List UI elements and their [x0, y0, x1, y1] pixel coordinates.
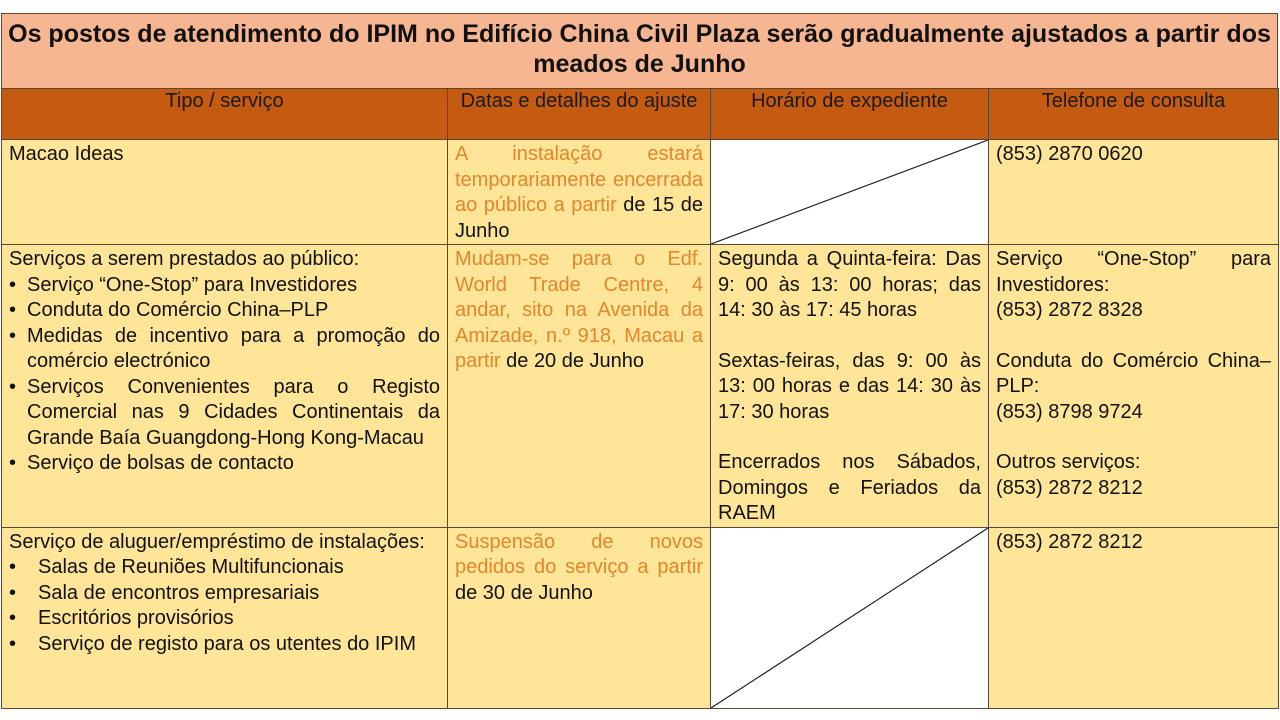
- details-highlight: A instalação estará temporariamente encerrada ao público a partir: [455, 143, 703, 216]
- facility-list: [9, 555, 440, 657]
- details-date: de 20 de Junho: [500, 350, 645, 372]
- details-date: de 30 de Junho: [455, 581, 593, 604]
- details-date: de 15 de Junho: [455, 194, 703, 242]
- header-hours: Horário de expediente: [711, 89, 989, 140]
- hours-weekdays: Segunda a Quinta-feira: Das 9: 00 às 13: 00 horas; das 14: 30 às 17: 45 horas: [718, 248, 981, 321]
- schedule-table: [1, 88, 1279, 709]
- phone-number: (853) 8798 9724: [996, 400, 1143, 423]
- phone-number: (853) 2872 8328: [996, 299, 1143, 321]
- type-heading: Serviço de aluguer/empréstimo de instalações:: [9, 530, 425, 553]
- list-item: • Serviço de bolsas de contacto: [9, 451, 440, 477]
- diagonal-line-icon: [711, 528, 988, 708]
- phone-cell: [989, 245, 1279, 528]
- phone-number: (853) 2870 0620: [996, 143, 1143, 165]
- table-row: [2, 245, 1279, 528]
- empty-hours-cell: [711, 140, 989, 245]
- phone-cell: [989, 140, 1279, 245]
- details-highlight: Mudam-se para o Edf. World Trade Centre, 4 andar, sito na Avenida da Amizade, n.º 918, Macau a partir: [455, 248, 703, 372]
- header-phone: Telefone de consulta: [989, 89, 1279, 140]
- details-cell: [448, 527, 711, 708]
- list-item: • Escritórios provisórios: [9, 606, 440, 632]
- type-cell: [2, 527, 448, 708]
- hours-cell: [711, 245, 989, 528]
- header-details: Datas e detalhes do ajuste: [448, 89, 711, 140]
- phone-number: (853) 2872 8212: [996, 530, 1143, 553]
- list-item: • Sala de encontros empresariais: [9, 581, 440, 607]
- page-title: Os postos de atendimento do IPIM no Edifício China Civil Plaza serão gradualmente ajustados a partir dos meados de Junho: [1, 13, 1278, 88]
- table-row: [2, 140, 1279, 245]
- hours-friday: Sextas-feiras, das 9: 00 às 13: 00 horas e das 14: 30 às 17: 30 horas: [718, 349, 981, 423]
- type-text: Macao Ideas: [9, 143, 124, 165]
- details-cell: [448, 245, 711, 528]
- phone-label: Serviço “One-Stop” para Investidores:: [996, 248, 1271, 296]
- header-type: Tipo / serviço: [2, 89, 448, 140]
- list-item: • Medidas de incentivo para a promoção do comércio electrónico: [9, 324, 440, 375]
- type-cell: [2, 245, 448, 528]
- phone-cell: [989, 527, 1279, 708]
- empty-hours-cell: [711, 527, 989, 708]
- notice-sheet: [1, 13, 1278, 709]
- list-item: • Serviços Convenientes para o Registo Comercial nas 9 Cidades Continentais da Grande Baía Guangdong-Hong Kong-Macau: [9, 375, 440, 452]
- details-cell: [448, 140, 711, 245]
- type-heading: Serviços a serem prestados ao público:: [9, 248, 360, 270]
- details-highlight: Suspensão de novos pedidos do serviço a partir: [455, 530, 703, 578]
- table-row: [2, 527, 1279, 708]
- phone-label: Outros serviços:: [996, 451, 1141, 473]
- phone-label: Conduta do Comércio China–PLP:: [996, 349, 1271, 397]
- hours-closed: Encerrados nos Sábados, Domingos e Feriados da RAEM: [718, 451, 981, 524]
- list-item: • Salas de Reuniões Multifuncionais: [9, 555, 440, 581]
- service-list: [9, 273, 440, 477]
- list-item: • Serviço de registo para os utentes do IPIM: [9, 632, 440, 658]
- type-cell: [2, 140, 448, 245]
- list-item: • Serviço “One-Stop” para Investidores: [9, 273, 440, 299]
- diagonal-line-icon: [711, 140, 988, 244]
- phone-number: (853) 2872 8212: [996, 476, 1143, 499]
- header-row: [2, 89, 1279, 140]
- list-item: • Conduta do Comércio China–PLP: [9, 298, 440, 324]
